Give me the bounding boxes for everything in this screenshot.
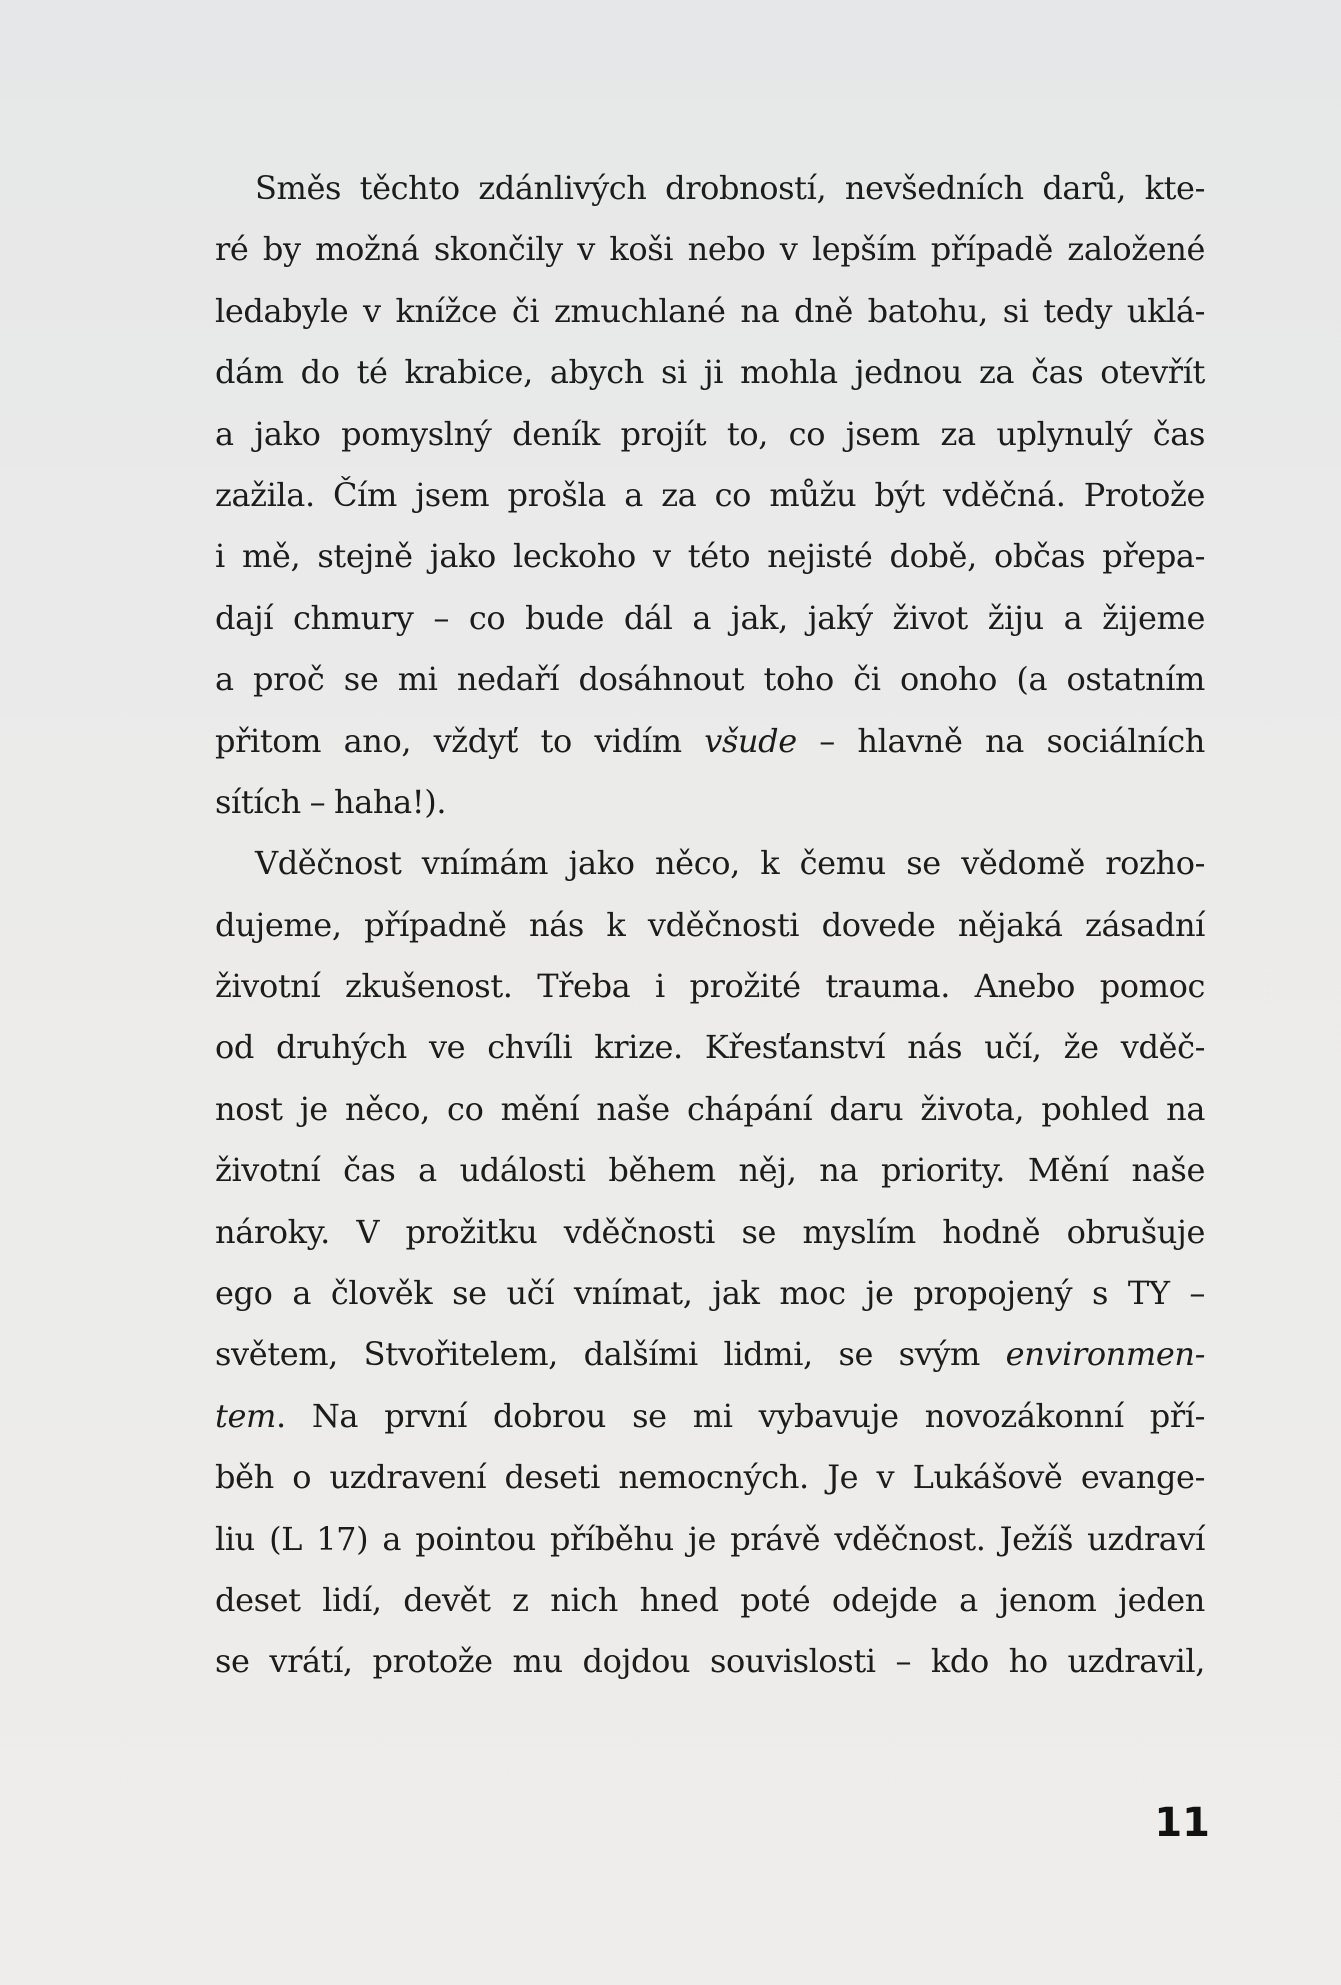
line-segment: přitom ano, vždyť to vidím — [215, 721, 705, 760]
emphasis: tem — [215, 1396, 276, 1435]
text-line: ego a člověk se učí vnímat, jak moc je propojený s TY – — [215, 1274, 1205, 1313]
line-segment: – hlavně na sociálních — [796, 721, 1205, 760]
text-line: i mě, stejně jako leckoho v této nejisté době, občas přepa- — [215, 537, 1205, 576]
text-line: ré by možná skončily v koši nebo v lepším případě založené — [215, 230, 1205, 269]
text-line: dujeme, případně nás k vděčnosti dovede nějaká zásadní — [215, 905, 1205, 944]
text-line: Vděčnost vnímám jako něco, k čemu se vědomě rozho- — [255, 844, 1205, 883]
text-line: a proč se mi nedaří dosáhnout toho či onoho (a ostatním — [215, 660, 1205, 699]
text-line: se vrátí, protože mu dojdou souvislosti – kdo ho uzdravil, — [215, 1642, 1205, 1681]
text-line: ledabyle v knížce či zmuchlané na dně batohu, si tedy uklá- — [215, 291, 1205, 330]
page-number: 11 — [1154, 1800, 1210, 1846]
text-line: liu (L 17) a pointou příběhu je právě vděčnost. Ježíš uzdraví — [215, 1519, 1205, 1558]
text-line: životní zkušenost. Třeba i prožité trauma. Anebo pomoc — [215, 967, 1205, 1006]
text-line: deset lidí, devět z nich hned poté odejde a jenom jeden — [215, 1580, 1205, 1619]
text-line — [215, 1386, 1205, 1447]
line-segment: . Na první dobrou se mi vybavuje novozákonní pří- — [275, 1396, 1205, 1435]
text-line: Směs těchto zdánlivých drobností, nevšedních darů, kte- — [255, 169, 1205, 207]
text-line: zažila. Čím jsem prošla a za co můžu být vděčná. Protože — [215, 475, 1205, 514]
text-line: dají chmury – co bude dál a jak, jaký život žiju a žijeme — [215, 598, 1205, 637]
text-line: od druhých ve chvíli krize. Křesťanství nás učí, že vděč- — [215, 1028, 1205, 1067]
body-text — [215, 158, 1205, 1693]
text-line: nároky. V prožitku vděčnosti se myslím hodně obrušuje — [215, 1212, 1205, 1251]
text-line — [215, 1324, 1205, 1385]
text-line: dám do té krabice, abych si ji mohla jednou za čas otevřít — [215, 353, 1205, 392]
text-line: běh o uzdravení deseti nemocných. Je v Lukášově evange- — [215, 1458, 1205, 1497]
text-line: nost je něco, co mění naše chápání daru života, pohled na — [215, 1089, 1205, 1128]
text-line — [215, 711, 1205, 772]
emphasis: všude — [704, 721, 797, 760]
emphasis: environmen- — [1005, 1335, 1205, 1374]
text-line: a jako pomyslný deník projít to, co jsem za uplynulý čas — [215, 414, 1205, 453]
text-line: sítích – haha!). — [215, 782, 447, 821]
text-line: životní čas a události během něj, na priority. Mění naše — [215, 1151, 1205, 1190]
line-segment: světem, Stvořitelem, dalšími lidmi, se svým — [215, 1335, 1006, 1374]
